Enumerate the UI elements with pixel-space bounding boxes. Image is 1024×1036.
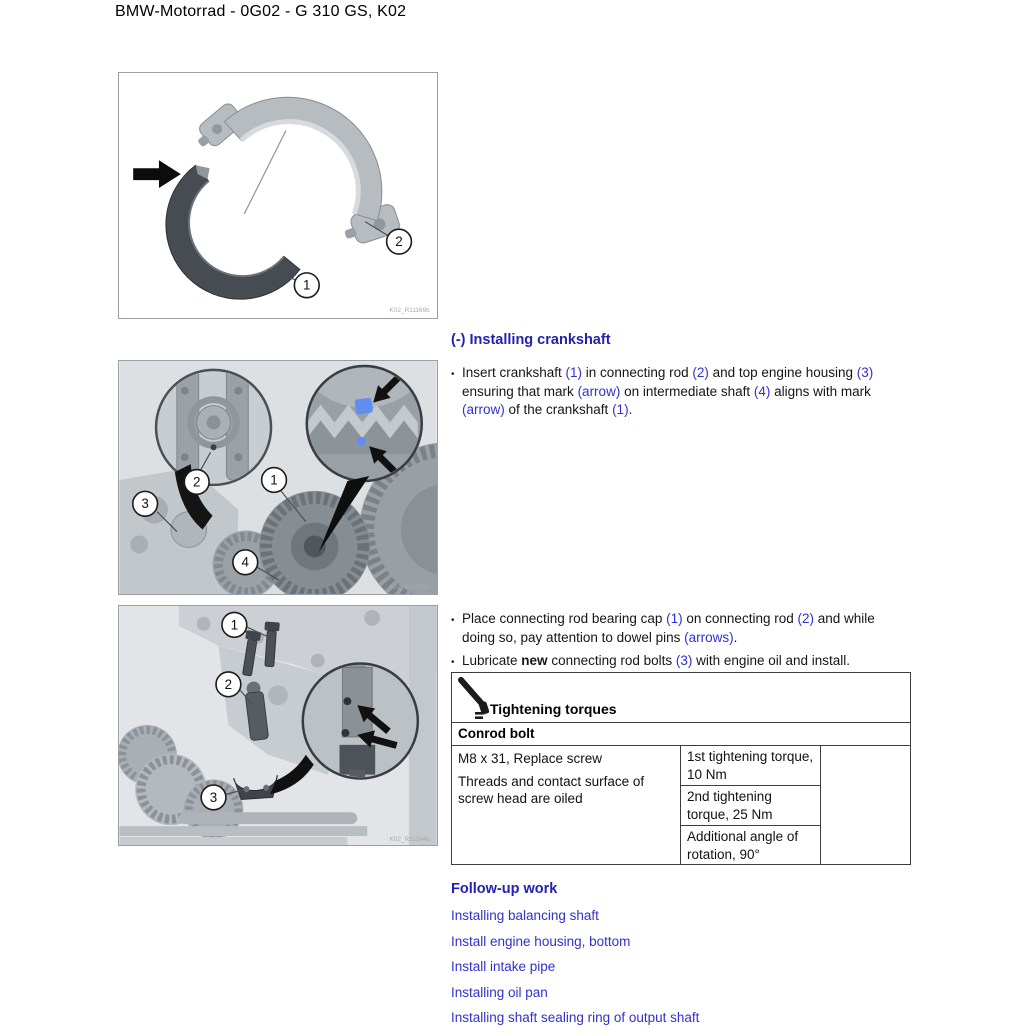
part-label-1 — [262, 468, 287, 493]
text-run: aligns with mark — [770, 383, 871, 399]
text-run: on connecting rod — [682, 611, 798, 626]
timing-mark-dot — [357, 437, 366, 446]
svg-text:2: 2 — [395, 234, 403, 250]
followup-link-install-engine-housing-bottom[interactable]: Install engine housing, bottom — [451, 933, 631, 949]
followup-link-installing-balancing-shaft[interactable]: Installing balancing shaft — [451, 908, 599, 923]
figure-crankshaft-installation — [118, 360, 438, 595]
dowel-pin — [343, 697, 351, 705]
text-run: Place connecting rod bearing cap — [462, 611, 667, 626]
empty-cell — [820, 746, 910, 864]
svg-text:3: 3 — [209, 789, 218, 805]
torque-step-2: 2nd tightening torque, 25 Nm — [681, 786, 820, 826]
text-run: on intermediate shaft — [620, 383, 754, 399]
instruction-place-bearing-cap — [451, 610, 909, 647]
part-label-1 — [294, 273, 319, 298]
svg-text:1: 1 — [303, 277, 311, 293]
instruction-lubricate-bolts — [451, 652, 909, 671]
svg-text:1: 1 — [230, 617, 239, 633]
timing-mark-square — [354, 398, 373, 415]
inline-link[interactable]: (arrow) — [462, 402, 505, 417]
svg-text:2: 2 — [192, 474, 201, 490]
bullet-marker: • — [451, 369, 455, 380]
bolt-spec-line2: Threads and contact surface of screw head are oiled — [458, 774, 645, 806]
part-label-1 — [222, 612, 247, 637]
part-label-2 — [216, 672, 241, 697]
inline-link[interactable]: (arrows) — [684, 629, 734, 645]
svg-text:4: 4 — [241, 554, 250, 570]
direction-arrow-icon — [133, 160, 181, 188]
followup-link-installing-oil-pan[interactable]: Installing oil pan — [451, 984, 548, 1000]
bolt-spec-cell — [452, 746, 680, 864]
torque-table-title: Tightening torques — [490, 701, 617, 717]
section-heading-installing-crankshaft: (-) Installing crankshaft — [451, 332, 611, 348]
torque-step-3: Additional angle of rotation, 90° — [687, 829, 799, 862]
inline-link[interactable]: (2) — [692, 365, 709, 380]
text-run: with engine oil and install. — [692, 653, 851, 668]
bearing-shell-part — [166, 165, 300, 299]
part-label-2 — [184, 470, 209, 495]
svg-text:3: 3 — [141, 496, 149, 512]
part-label-3 — [133, 491, 158, 516]
followup-link-installing-shaft-sealing-ring[interactable]: Installing shaft sealing ring of output shaft — [451, 1010, 700, 1025]
torque-values-column — [680, 746, 820, 864]
torque-step-1: 1st tightening torque, 10 Nm — [681, 746, 820, 786]
bolt-spec-line1: M8 x 31, Replace screw — [458, 751, 603, 766]
text-run: and top engine housing — [708, 365, 857, 380]
bullet-marker: • — [451, 615, 455, 626]
figure-watermark: K02_R11159a — [389, 584, 430, 592]
figure-conrod-bolts — [118, 605, 438, 846]
tightening-torques-table — [451, 672, 911, 865]
svg-text:2: 2 — [224, 676, 233, 692]
figure-bearing-shells — [118, 72, 438, 319]
figure-watermark: K02_R11169b — [389, 307, 430, 315]
part-label-4 — [233, 550, 258, 575]
text-run: connecting rod bolts — [547, 653, 676, 668]
text-run: new — [521, 653, 548, 668]
svg-text:1: 1 — [270, 472, 278, 488]
bullet-marker: • — [451, 657, 455, 668]
text-run: . — [733, 629, 738, 645]
inline-link[interactable]: (3) — [856, 365, 874, 380]
inline-link[interactable]: (1) — [612, 402, 629, 417]
page-header-title: BMW-Motorrad - 0G02 - G 310 GS, K02 — [115, 3, 407, 20]
torque-table-row — [452, 746, 910, 864]
inline-link[interactable]: (2) — [797, 611, 814, 626]
followup-link-install-intake-pipe[interactable]: Install intake pipe — [451, 959, 556, 974]
torque-wrench-icon — [457, 676, 491, 720]
text-run: of the crankshaft — [504, 402, 613, 417]
figure-watermark: K02_R11164b — [389, 836, 430, 844]
part-label-2 — [387, 229, 412, 254]
dowel-pin — [341, 729, 349, 737]
torque-table-header — [452, 673, 910, 723]
instruction-text — [462, 365, 873, 417]
text-run: . — [628, 402, 633, 417]
inline-link[interactable]: (1) — [666, 611, 683, 626]
text-run: and while doing so, pay attention to dowel pins — [462, 611, 875, 645]
text-run: in connecting rod — [582, 365, 693, 380]
instruction-text — [462, 653, 850, 668]
torque-table-subtitle: Conrod bolt — [452, 723, 910, 746]
inline-link[interactable]: (4) — [753, 383, 771, 399]
followup-heading: Follow-up work — [451, 881, 558, 897]
text-run: Insert crankshaft — [462, 365, 566, 380]
followup-section — [451, 881, 911, 1036]
part-label-3 — [201, 785, 226, 810]
inline-link[interactable]: (3) — [675, 653, 693, 668]
inline-link[interactable]: (1) — [565, 365, 583, 380]
text-run: Lubricate — [462, 653, 522, 668]
instruction-insert-crankshaft — [451, 364, 909, 420]
text-run: ensuring that mark — [462, 383, 578, 399]
instruction-text — [462, 611, 875, 645]
inline-link[interactable]: (arrow) — [577, 383, 621, 399]
